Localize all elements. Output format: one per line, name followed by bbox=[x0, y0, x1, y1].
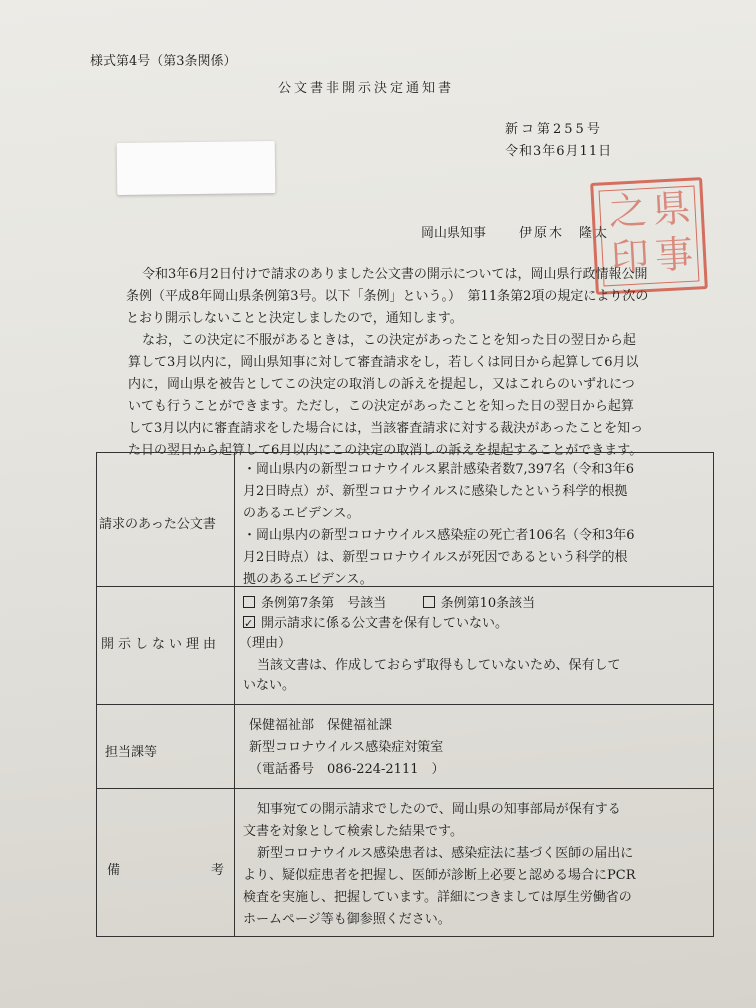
document-title: 公文書非開示決定通知書 bbox=[278, 81, 455, 96]
remarks-line: 検査を実施し、把握しています。詳細につきましては厚生労働省の bbox=[243, 890, 632, 905]
form-number: 様式第4号（第3条関係） bbox=[90, 54, 237, 69]
paragraph-line: とおり開示しないことと決定しましたので，通知します。 bbox=[126, 311, 463, 326]
checkbox-article7[interactable] bbox=[243, 596, 255, 608]
reason-label: 開示しない理由 bbox=[101, 637, 221, 652]
department-label: 担当課等 bbox=[105, 745, 158, 760]
checkbox-not-held[interactable] bbox=[243, 616, 255, 628]
row-department bbox=[97, 705, 714, 789]
document-date: 令和3年6月11日 bbox=[505, 144, 613, 159]
appeal-paragraph bbox=[100, 330, 643, 462]
option-article10-label: 条例第10条該当 bbox=[440, 596, 536, 611]
requested-line: 拠のあるエビデンス。 bbox=[243, 572, 373, 587]
reason-options-row bbox=[243, 593, 535, 615]
paragraph-line: いても行うことができます。ただし，この決定があったことを知った日の翌日から起算 bbox=[128, 399, 634, 414]
paragraph-line: なお，この決定に不服があるときは，この決定があったことを知った日の翌日から起 bbox=[142, 333, 636, 348]
row-requested-document bbox=[97, 453, 714, 587]
paragraph-line: して3月以内に審査請求をした場合には，当該審査請求に対する裁決があったことを知っ bbox=[128, 421, 644, 436]
seal-glyph: 事 bbox=[653, 231, 695, 278]
sender-name: 伊原木 隆太 bbox=[519, 226, 610, 241]
redaction-sticker bbox=[117, 141, 276, 195]
department-line: 保健福祉部 保健福祉課 bbox=[249, 718, 393, 733]
paragraph-line: 内に，岡山県を被告としてこの決定の取消しの訴えを提起し，又はこれらのいずれにつ bbox=[128, 377, 635, 392]
department-line: （電話番号 086-224-2111 ） bbox=[249, 762, 445, 777]
requested-document-cell bbox=[235, 453, 714, 587]
requested-line: のあるエビデンス。 bbox=[243, 506, 360, 521]
reason-option-not-held bbox=[243, 613, 508, 635]
remarks-label-second: 考 bbox=[211, 863, 225, 878]
remarks-line: より、疑似症患者を把握し、医師が診断上必要と認める場合にPCR bbox=[243, 868, 636, 883]
label-cell bbox=[97, 587, 235, 705]
remarks-label-first: 備 bbox=[107, 863, 121, 878]
sender-title: 岡山県知事 bbox=[421, 226, 487, 241]
requested-line: ・岡山県内の新型コロナウイルス感染症の死亡者106名（令和3年6 bbox=[243, 528, 635, 543]
remarks-line: 文書を対象として検索した結果です。 bbox=[243, 824, 463, 839]
requested-line: ・岡山県内の新型コロナウイルス累計感染者数7,397名（令和3年6 bbox=[243, 462, 634, 477]
row-remarks bbox=[97, 789, 714, 937]
remarks-cell bbox=[235, 789, 714, 937]
checkbox-article10[interactable] bbox=[423, 596, 435, 608]
seal-glyph: 印 bbox=[609, 234, 651, 280]
requested-document-label: 請求のあった公文書 bbox=[99, 517, 216, 532]
paragraph-line: 条例（平成8年岡山県条例第3号。以下「条例」という。） 第11条第2項の規定により次の bbox=[126, 289, 649, 304]
remarks-line: 新型コロナウイルス感染患者は、感染症法に基づく医師の届出に bbox=[257, 846, 634, 861]
reason-line: いない。 bbox=[243, 678, 296, 693]
option-article7-label: 条例第7条第 号該当 bbox=[261, 596, 387, 611]
department-line: 新型コロナウイルス感染症対策室 bbox=[249, 740, 444, 755]
reason-heading: （理由） bbox=[239, 636, 292, 651]
decision-table bbox=[96, 452, 714, 937]
paragraph-line: 令和3年6月2日付けで請求のありました公文書の開示については，岡山県行政情報公開 bbox=[142, 267, 648, 282]
department-cell bbox=[235, 705, 714, 789]
label-cell bbox=[97, 453, 235, 587]
reason-cell bbox=[235, 587, 714, 705]
paragraph-line: 算して3月以内に，岡山県知事に対して審査請求をし，若しくは同日から起算して6月以 bbox=[128, 355, 639, 370]
seal-glyph: 之 bbox=[607, 188, 648, 235]
requested-line: 月2日時点）が、新型コロナウイルスに感染したという科学的根拠 bbox=[243, 484, 628, 499]
label-cell bbox=[97, 705, 235, 789]
requested-line: 月2日時点）は、新型コロナウイルスが死因であるという科学的根 bbox=[243, 550, 628, 565]
row-reason bbox=[97, 587, 714, 705]
reason-line: 当該文書は、作成しておらず取得もしていないため、保有して bbox=[257, 658, 621, 673]
option-not-held-label: 開示請求に係る公文書を保有していない。 bbox=[261, 616, 509, 631]
document-number: 新コ第255号 bbox=[505, 122, 603, 137]
seal-glyph: 県 bbox=[651, 185, 692, 232]
paragraph-line: た日の翌日から起算して6月以内にこの決定の取消しの訴えを提起することができます。 bbox=[128, 443, 643, 458]
intro-paragraph bbox=[100, 264, 648, 330]
remarks-line: ホームページ等も御参照ください。 bbox=[243, 912, 451, 927]
label-cell bbox=[97, 789, 235, 937]
remarks-line: 知事宛ての開示請求でしたので、岡山県の知事部局が保有する bbox=[257, 802, 621, 817]
